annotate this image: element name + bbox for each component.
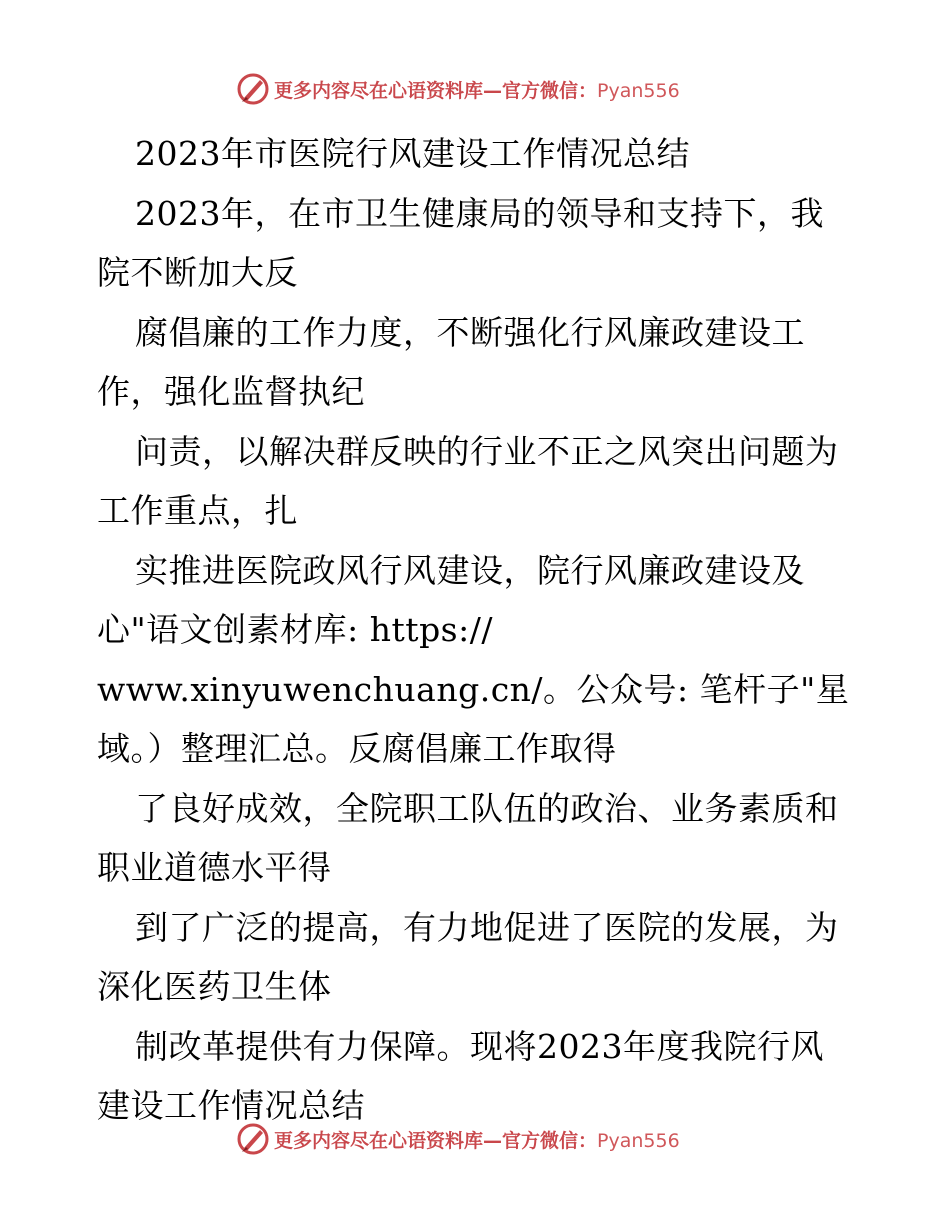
paragraph-line: 到了广泛的提高，有力地促进了医院的发展，为 [135, 907, 839, 947]
paragraph-line: 心"语文创素材库: https:// [97, 610, 493, 649]
footer-banner [0, 1120, 950, 1160]
header-banner [0, 70, 950, 110]
paragraph-line: www.xinyuwenchuang.cn/。公众号: 笔杆子"星 [97, 669, 850, 709]
document-body [97, 124, 867, 1136]
paragraph-line: 作，强化监督执纪 [97, 372, 365, 411]
paragraph-line: 工作重点，扎 [97, 491, 298, 530]
paragraph-line: 制改革提供有力保障。现将2023年度我院行风 [135, 1026, 824, 1066]
paragraph-line: 职业道德水平得 [97, 848, 332, 887]
paragraph-line: 域。）整理汇总。反腐倡廉工作取得 [97, 729, 617, 768]
paragraph-line: 腐倡廉的工作力度，不断强化行风廉政建设工 [135, 312, 805, 352]
paragraph-line: 实推进医院政风行风建设，院行风廉政建设及 [135, 550, 805, 590]
footer-banner-text: 更多内容尽在心语资料库—官方微信：Pyan556 [274, 1129, 680, 1152]
paragraph-line: 深化医药卫生体 [97, 967, 332, 1006]
header-banner-text: 更多内容尽在心语资料库—官方微信：Pyan556 [274, 79, 680, 102]
quill-pen-logo-icon [236, 1122, 270, 1156]
paragraph-line: 了良好成效，全院职工队伍的政治、业务素质和 [135, 788, 839, 828]
paragraph-line: 院不断加大反 [97, 253, 298, 292]
paragraph-line: 2023年，在市卫生健康局的领导和支持下，我 [135, 193, 824, 233]
paragraph-line: 建设工作情况总结 [97, 1086, 365, 1125]
quill-pen-logo-icon [236, 72, 270, 106]
paragraph-line: 问责，以解决群反映的行业不正之风突出问题为 [135, 431, 839, 471]
wechat-id: Pyan556 [597, 1129, 680, 1152]
wechat-id: Pyan556 [597, 79, 680, 102]
document-title: 2023年市医院行风建设工作情况总结 [135, 134, 690, 173]
